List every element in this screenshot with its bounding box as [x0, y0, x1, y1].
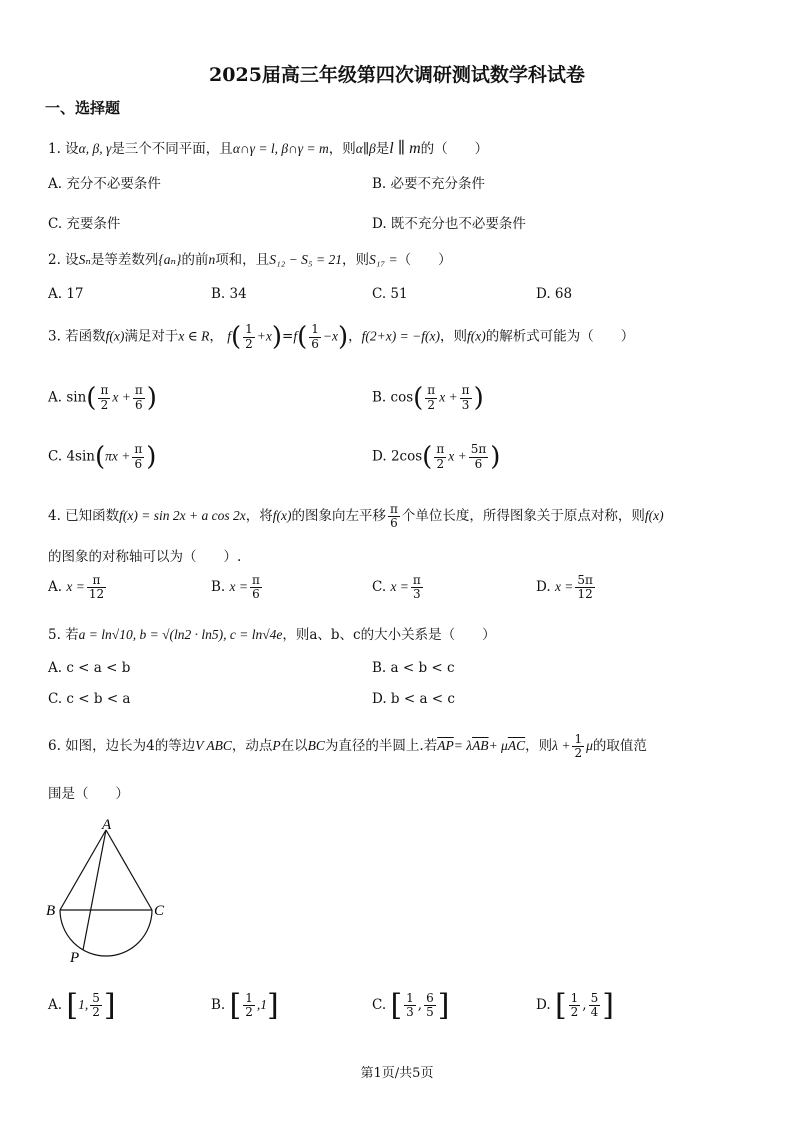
q6-option-b: B. [ $\frac{1}{2}$ ,1] [211, 988, 279, 1023]
question-4-line-2: 的图象的对称轴可以为（ ）. [48, 549, 242, 565]
question-6-line-2: 围是（ ） [48, 786, 129, 802]
q1-option-c: C. 充要条件 [48, 216, 121, 232]
q4-option-a: A. x = $\frac{\pi}{12}$ [48, 573, 105, 602]
triangle-semicircle-figure [40, 812, 190, 972]
page-title: 2025届高三年级第四次调研测试数学科试卷 [209, 64, 585, 86]
label-c: C [154, 903, 165, 919]
q4-option-d: D. x = $\frac{5\pi}{12}$ [536, 573, 593, 602]
q3-option-a: A. sin( $\frac{\pi}{2}$ x + $\frac{\pi}{6}$ ) [48, 383, 157, 413]
q5-option-a: A. c < a < b [48, 660, 131, 676]
q6-option-d: D. [ $\frac{1}{2}$ , $\frac{5}{4}$ ] [536, 988, 614, 1023]
q3-option-d: D. 2cos( $\frac{\pi}{2}$ x + $\frac{5\pi}{6}$ ) [372, 442, 501, 472]
label-a: A [102, 817, 112, 833]
q2-option-c: C. 51 [372, 286, 408, 302]
q6-option-a: A. [1, $\frac{5}{2}$ ] [48, 988, 116, 1023]
q5-option-d: D. b < a < c [372, 691, 455, 707]
q3-option-b: B. cos( $\frac{\pi}{2}$ x + $\frac{\pi}{3}$ ) [372, 383, 484, 413]
label-b: B [46, 903, 56, 919]
section-heading: 一、选择题 [45, 99, 121, 117]
question-4: 4. 已知函数f(x) = sin 2x + a cos 2x，将f(x)的图象向左平移 $\frac{\pi}{6}$ 个单位长度，所得图象关于原点对称，则f(x) [48, 502, 664, 531]
q1-option-a: A. 充分不必要条件 [48, 176, 161, 192]
label-p: P [70, 950, 80, 966]
question-1: 1. 设α, β, γ是三个不同平面，且α∩γ = l, β∩γ = m，则α∥β是l ∥ m的（ ） [48, 140, 489, 157]
q4-option-b: B. x = $\frac{\pi}{6}$ [211, 573, 260, 602]
q4-option-c: C. x = $\frac{\pi}{3}$ [372, 573, 421, 602]
q1-option-b: B. 必要不充分条件 [372, 176, 486, 192]
q5-option-c: C. c < b < a [48, 691, 131, 707]
question-6: 6. 如图，边长为4的等边V ABC，动点P在以BC为直径的半圆上.若$\overline{AP}= \lambda\overline{AB}+ \mu\overline{AC}$，则λ + $\frac{1}{2}$ μ的取值范 [48, 732, 647, 761]
page-footer: 第1页/共5页 [360, 1066, 434, 1081]
q2-option-d: D. 68 [536, 286, 573, 302]
question-5: 5. 若a = ln√10, b = √(ln2 · ln5), c = ln√4e，则a、b、c的大小关系是（ ） [48, 627, 496, 643]
q6-option-c: C. [ $\frac{1}{3}$ , $\frac{6}{5}$ ] [372, 988, 450, 1023]
q2-option-b: B. 34 [211, 286, 247, 302]
question-3: 3. 若函数f(x)满足对于x ∈ R， f( $\frac{1}{2}$ +x)=f( $\frac{1}{6}$ −x)，f(2+x) = −f(x)，则f(x)的解析式可能为（ ） [48, 322, 635, 352]
q5-option-b: B. a < b < c [372, 660, 455, 676]
q1-option-d: D. 既不充分也不必要条件 [372, 216, 526, 232]
q2-option-a: A. 17 [48, 286, 84, 302]
question-2: 2. 设Sₙ是等差数列{aₙ}的前n项和，且S₁₂ − S₅ = 21，则S₁₇ =（ ） [48, 252, 452, 268]
q3-option-c: C. 4sin(πx + $\frac{\pi}{6}$ ) [48, 442, 157, 472]
